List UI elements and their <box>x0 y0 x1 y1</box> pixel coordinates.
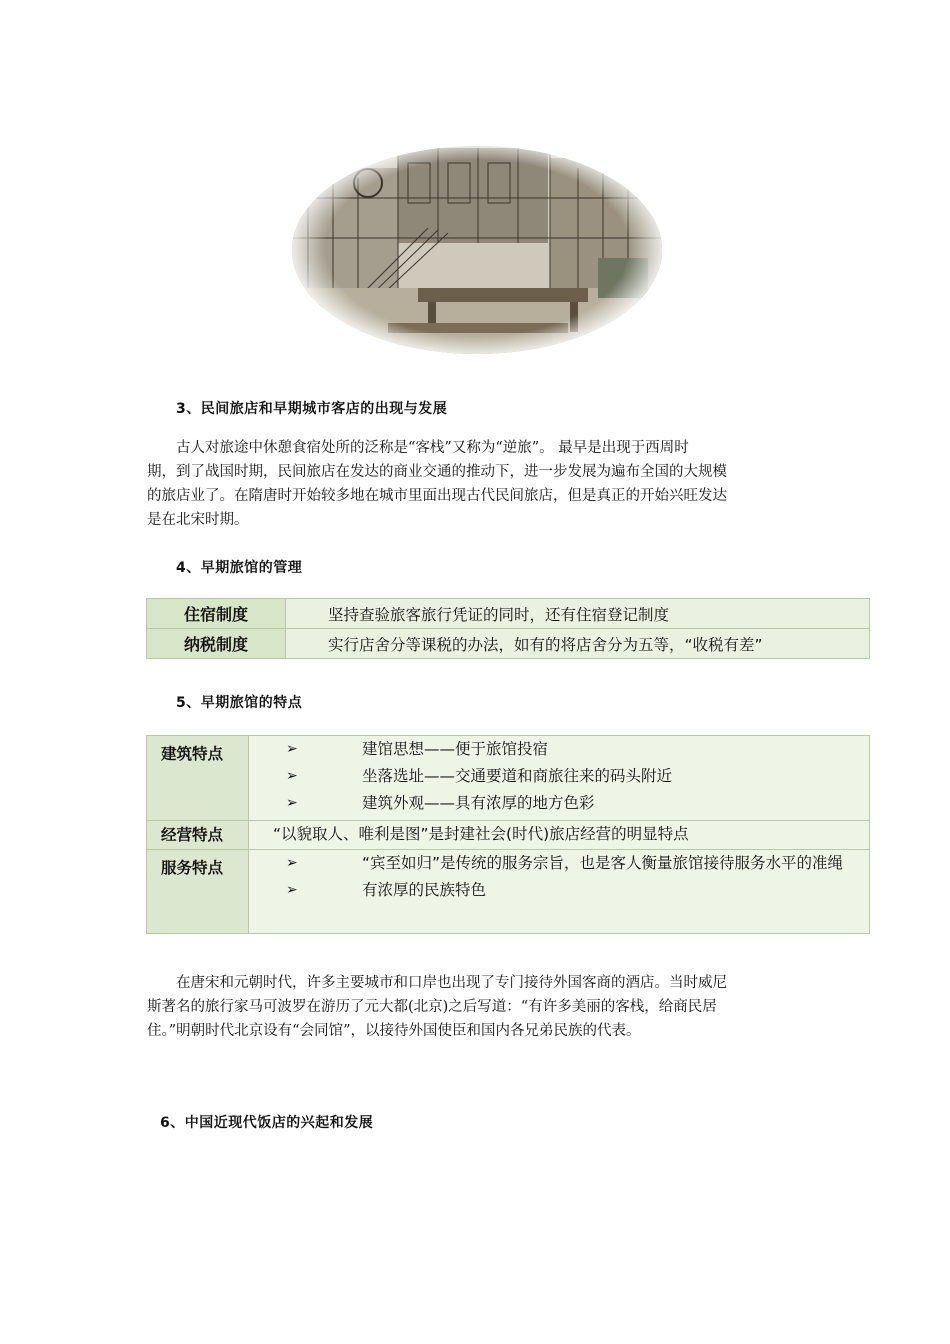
table-key-cell: 经营特点 <box>147 821 249 850</box>
section-5-heading: 5、早期旅馆的特点 <box>176 695 303 711</box>
table-value-cell: “以貌取人、唯利是图”是封建社会(时代)旅店经营的明显特点 <box>249 821 870 850</box>
table-key-cell: 服务特点 <box>147 850 249 934</box>
section-5-paragraph <box>147 971 807 1043</box>
table-key-cell: 建筑特点 <box>147 736 249 821</box>
section-4-heading: 4、早期旅馆的管理 <box>176 560 303 576</box>
arrow-bullet-icon: ➢ <box>286 882 298 898</box>
ancient-inn-illustration <box>288 138 666 358</box>
paragraph-line: 在唐宋和元朝时代，许多主要城市和口岸也出现了专门接待外国客商的酒店。当时威尼 <box>176 975 727 991</box>
arrow-bullet-icon: ➢ <box>286 768 298 784</box>
list-item: ➢ 建馆思想——便于旅馆投宿 <box>249 736 869 763</box>
table-value-cell: 坚持查验旅客旅行凭证的同时，还有住宿登记制度 <box>286 599 870 629</box>
paragraph-line: 古人对旅途中休憩食宿处所的泛称是“客栈”又称为“逆旅”。 最早是出现于西周时 <box>176 440 689 456</box>
section-3-paragraph <box>147 436 807 532</box>
table-row <box>147 821 870 850</box>
list-item: ➢ 坐落选址——交通要道和商旅往来的码头附近 <box>249 763 869 790</box>
section-6-heading: 6、中国近现代饭店的兴起和发展 <box>160 1115 374 1131</box>
arrow-bullet-icon: ➢ <box>286 795 298 811</box>
section-3-heading: 3、民间旅店和早期城市客店的出现与发展 <box>176 401 448 417</box>
management-table <box>146 598 870 659</box>
table-value-cell <box>249 850 870 934</box>
table-key-cell: 住宿制度 <box>147 599 286 629</box>
paragraph-line: 的旅店业了。在隋唐时开始较多地在城市里面出现古代民间旅店，但是真正的开始兴旺发达 <box>147 488 727 504</box>
arrow-bullet-icon: ➢ <box>286 855 298 871</box>
table-row <box>147 850 870 934</box>
table-row <box>147 599 870 629</box>
table-row <box>147 629 870 659</box>
list-item: ➢ 建筑外观——具有浓厚的地方色彩 <box>249 790 869 817</box>
table-key-cell: 纳税制度 <box>147 629 286 659</box>
list-item: ➢ “宾至如归”是传统的服务宗旨，也是客人衡量旅馆接待服务水平的准绳 <box>249 850 869 877</box>
table-value-cell: 实行店舍分等课税的办法，如有的将店舍分为五等，“收税有差” <box>286 629 870 659</box>
table-value-cell <box>249 736 870 821</box>
arrow-bullet-icon: ➢ <box>286 741 298 757</box>
paragraph-line: 斯著名的旅行家马可波罗在游历了元大都(北京)之后写道：“有许多美丽的客栈，给商民居 <box>147 999 717 1015</box>
features-table <box>146 735 870 934</box>
table-row <box>147 736 870 821</box>
paragraph-line: 住。”明朝时代北京设有“会同馆”，以接待外国使臣和国内各兄弟民族的代表。 <box>147 1023 641 1039</box>
list-item: ➢ 有浓厚的民族特色 <box>249 877 869 904</box>
paragraph-line: 期，到了战国时期，民间旅店在发达的商业交通的推动下，进一步发展为遍布全国的大规模 <box>147 464 727 480</box>
paragraph-line: 是在北宋时期。 <box>147 512 249 528</box>
